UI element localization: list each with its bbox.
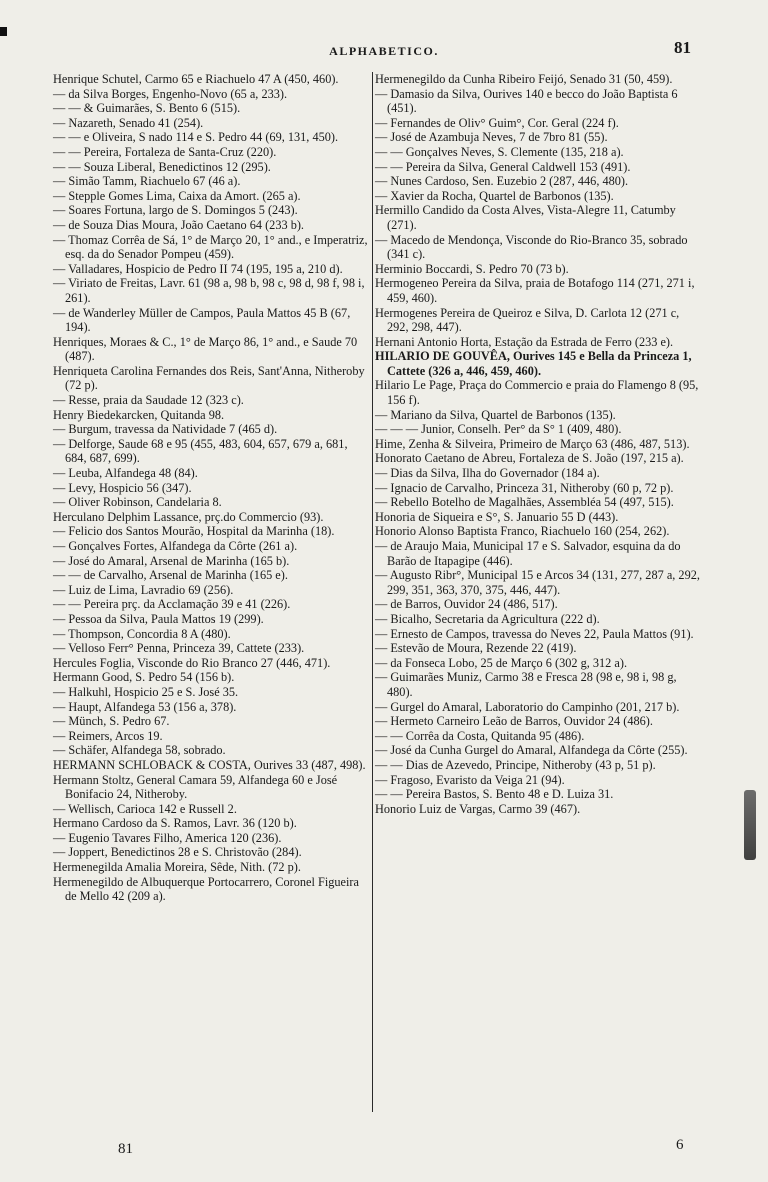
directory-entry: — Fragoso, Evaristo da Veiga 21 (94).	[375, 772, 565, 787]
directory-entry: Hermano Cardoso da S. Ramos, Lavr. 36 (120 b).	[53, 816, 297, 831]
directory-entry: — — Pereira, Fortaleza de Santa-Cruz (220).	[53, 144, 277, 159]
directory-entry: — de Barros, Ouvidor 24 (486, 517).	[375, 597, 558, 612]
right-column	[375, 72, 703, 816]
directory-entry: — Nunes Cardoso, Sen. Euzebio 2 (287, 446, 480).	[375, 174, 629, 189]
directory-entry: — — & Guimarães, S. Bento 6 (515).	[53, 101, 241, 116]
directory-entry: — Thomaz Corrêa de Sá, 1° de Março 20, 1° and., e Imperatriz, esq. da do Senador Pompeu (459).	[53, 232, 368, 262]
binding-edge-mark	[744, 790, 756, 860]
directory-entry: — Estevão de Moura, Rezende 22 (419).	[375, 641, 577, 656]
directory-entry: — Haupt, Alfandega 53 (156 a, 378).	[53, 699, 237, 714]
directory-entry: Herculano Delphim Lassance, prç.do Commercio (93).	[53, 509, 324, 524]
directory-entry: Hermogeneo Pereira da Silva, praia de Botafogo 114 (271, 271 i, 459, 460).	[375, 276, 695, 305]
directory-entry: — — Pereira prç. da Acclamação 39 e 41 (226).	[53, 597, 291, 612]
directory-entry: Hercules Foglia, Visconde do Rio Branco 27 (446, 471).	[53, 655, 331, 670]
directory-entry: — Guimarães Muniz, Carmo 38 e Fresca 28 (98 e, 98 i, 98 g, 480).	[375, 670, 677, 699]
directory-entry: — de Wanderley Müller de Campos, Paula Mattos 45 B (67, 194).	[53, 305, 351, 335]
page-header-title: ALPHABETICO.	[329, 44, 439, 58]
directory-entry: — — Souza Liberal, Benedictinos 12 (295).	[53, 159, 271, 174]
directory-entry: — Oliver Robinson, Candelaria 8.	[53, 495, 222, 510]
directory-entry: Henry Biedekarcken, Quitanda 98.	[53, 407, 225, 422]
directory-entry: — Viriato de Freitas, Lavr. 61 (98 a, 98 b, 98 c, 98 d, 98 f, 98 i, 261).	[53, 276, 365, 305]
directory-entry: — Xavier da Rocha, Quartel de Barbonos (135).	[375, 188, 614, 203]
directory-entry: Hermillo Candido da Costa Alves, Vista-Alegre 11, Catumby (271).	[375, 203, 676, 232]
footer-signature-right: 6	[676, 1137, 684, 1153]
directory-entry: — Resse, praia da Saudade 12 (323 c).	[53, 393, 244, 408]
directory-entry: Hermann Good, S. Pedro 54 (156 b).	[53, 670, 235, 685]
directory-entry: — Pessoa da Silva, Paula Mattos 19 (299).	[53, 611, 264, 626]
directory-entry: Honoria de Siqueira e S°, S. Januario 55 D (443).	[375, 509, 619, 524]
directory-entry: — Eugenio Tavares Filho, America 120 (236).	[53, 830, 282, 845]
directory-entry: Henrique Schutel, Carmo 65 e Riachuelo 47 A (450, 460).	[53, 72, 339, 86]
directory-entry: — Velloso Ferr° Penna, Princeza 39, Cattete (233).	[53, 641, 305, 656]
page-number: 81	[674, 38, 691, 57]
directory-entry: — Schäfer, Alfandega 58, sobrado.	[53, 743, 226, 758]
directory-entry: — José da Cunha Gurgel do Amaral, Alfandega da Côrte (255).	[375, 743, 688, 758]
directory-entry: Hilario Le Page, Praça do Commercio e praia do Flamengo 8 (95, 156 f).	[375, 378, 699, 408]
left-column	[53, 72, 371, 904]
directory-entry: — Joppert, Benedictinos 28 e S. Christovão (284).	[53, 845, 302, 860]
directory-entry: — Rebello Botelho de Magalhães, Assembléa 54 (497, 515).	[375, 495, 674, 510]
directory-entry: — — Dias de Azevedo, Principe, Nitheroby (43 p, 51 p).	[375, 757, 656, 772]
directory-entry: — Münch, S. Pedro 67.	[53, 714, 170, 729]
directory-entry: — Ignacio de Carvalho, Princeza 31, Nitheroby (60 p, 72 p).	[375, 480, 674, 495]
directory-entry: — Gurgel do Amaral, Laboratorio do Campinho (201, 217 b).	[375, 699, 680, 714]
directory-entry: — — Pereira da Silva, General Caldwell 153 (491).	[375, 159, 631, 174]
directory-entry: — de Araujo Maia, Municipal 17 e S. Salvador, esquina da do Barão de Itapagipe (446).	[375, 539, 681, 568]
directory-entry: Hermann Stoltz, General Camara 59, Alfandega 60 e José Bonifacio 24, Nitheroby.	[53, 772, 338, 802]
directory-entry: — — de Carvalho, Arsenal de Marinha (165 e).	[53, 568, 288, 583]
directory-entry: — José de Azambuja Neves, 7 de 7bro 81 (55).	[375, 130, 608, 145]
directory-entry: — da Fonseca Lobo, 25 de Março 6 (302 g, 312 a).	[375, 655, 628, 670]
directory-entry: — Leuba, Alfandega 48 (84).	[53, 466, 198, 481]
directory-entry: — Delforge, Saude 68 e 95 (455, 483, 604, 657, 679 a, 681, 684, 687, 699).	[53, 436, 348, 466]
directory-entry: — Gonçalves Fortes, Alfandega da Côrte (261 a).	[53, 539, 298, 553]
directory-entry: — Ernesto de Campos, travessa do Neves 22, Paula Mattos (91).	[375, 626, 694, 641]
directory-entry: — Macedo de Mendonça, Visconde do Rio-Branco 35, sobrado (341 c).	[375, 232, 688, 262]
directory-entry: Honorio Alonso Baptista Franco, Riachuelo 160 (254, 262).	[375, 524, 670, 539]
directory-entry: Henriqueta Carolina Fernandes dos Reis, Sant'Anna, Nitheroby (72 p).	[53, 363, 365, 393]
directory-entry: — Bicalho, Secretaria da Agricultura (222 d).	[375, 611, 600, 626]
directory-entry: — Luiz de Lima, Lavradio 69 (256).	[53, 582, 234, 597]
directory-entry: — José do Amaral, Arsenal de Marinha (165 b).	[53, 553, 290, 568]
directory-entry: Honorato Caetano de Abreu, Fortaleza de S. João (197, 215 a).	[375, 451, 684, 466]
directory-entry: Honorio Luiz de Vargas, Carmo 39 (467).	[375, 801, 581, 816]
directory-entry: Hermogenes Pereira de Queiroz e Silva, D. Carlota 12 (271 c, 292, 298, 447).	[375, 305, 680, 335]
directory-entry: — Felicio dos Santos Mourão, Hospital da Marinha (18).	[53, 524, 335, 539]
directory-entry: — — Pereira Bastos, S. Bento 48 e D. Luiza 31.	[375, 787, 614, 802]
directory-entry: — Mariano da Silva, Quartel de Barbonos (135).	[375, 407, 616, 422]
directory-entry: — Augusto Ribr°, Municipal 15 e Arcos 34 (131, 277, 287 a, 292, 299, 351, 363, 370, 375, 446, 447).	[375, 568, 700, 597]
directory-entry: — Halkuhl, Hospicio 25 e S. José 35.	[53, 684, 239, 699]
directory-entry: Hime, Zenha & Silveira, Primeiro de Março 63 (486, 487, 513).	[375, 436, 690, 451]
directory-entry: HERMANN SCHLOBACK & COSTA, Ourives 33 (487, 498).	[53, 757, 366, 772]
directory-entry: — Damasio da Silva, Ourives 140 e becco do João Baptista 6 (451).	[375, 86, 678, 116]
directory-entry: Herminio Boccardi, S. Pedro 70 (73 b).	[375, 261, 569, 276]
directory-entry: Hernani Antonio Horta, Estação da Estrada de Ferro (233 e).	[375, 334, 674, 349]
directory-entry: — Reimers, Arcos 19.	[53, 728, 163, 743]
directory-entry: HILARIO DE GOUVÊA, Ourives 145 e Bella da Princeza 1, Cattete (326 a, 446, 459, 460).	[375, 349, 692, 378]
directory-entry: — Levy, Hospicio 56 (347).	[53, 480, 192, 495]
directory-entry: Hermenegilda Amalia Moreira, Sêde, Nith. (72 p).	[53, 860, 301, 875]
column-divider	[372, 72, 373, 1112]
directory-entry: — Valladares, Hospicio de Pedro II 74 (195, 195 a, 210 d).	[53, 261, 343, 276]
directory-entry: — Burgum, travessa da Natividade 7 (465 d).	[53, 422, 278, 437]
directory-entry: — Soares Fortuna, largo de S. Domingos 5 (243).	[53, 203, 298, 218]
directory-entry: — da Silva Borges, Engenho-Novo (65 a, 233).	[53, 86, 288, 101]
directory-entry: — Stepple Gomes Lima, Caixa da Amort. (265 a).	[53, 188, 301, 203]
directory-entry: — — Gonçalves Neves, S. Clemente (135, 218 a).	[375, 144, 624, 159]
directory-entry: Hermenegildo da Cunha Ribeiro Feijó, Senado 31 (50, 459).	[375, 72, 673, 86]
footer-signature-left: 81	[118, 1141, 133, 1157]
directory-entry: — de Souza Dias Moura, João Caetano 64 (233 b).	[53, 217, 305, 232]
directory-entry: Henriques, Moraes & C., 1° de Março 86, 1° and., e Saude 70 (487).	[53, 334, 358, 364]
directory-entry: — Nazareth, Senado 41 (254).	[53, 115, 204, 130]
directory-entry: — — e Oliveira, S nado 114 e S. Pedro 44 (69, 131, 450).	[53, 130, 339, 145]
directory-entry: — Fernandes de Oliv° Guim°, Cor. Geral (224 f).	[375, 115, 619, 130]
directory-entry: — — — Junior, Conselh. Per° da S° 1 (409, 480).	[375, 422, 622, 437]
directory-entry: — Dias da Silva, Ilha do Governador (184 a).	[375, 466, 600, 481]
directory-entry: — Hermeto Carneiro Leão de Barros, Ouvidor 24 (486).	[375, 714, 653, 729]
directory-entry: — Wellisch, Carioca 142 e Russell 2.	[53, 801, 237, 816]
directory-entry: Hermenegildo de Albuquerque Portocarrero, Coronel Figueira de Mello 42 (209 a).	[53, 874, 359, 904]
scan-corner-mark	[0, 27, 7, 36]
directory-entry: — Simão Tamm, Riachuelo 67 (46 a).	[53, 174, 241, 189]
directory-entry: — — Corrêa da Costa, Quitanda 95 (486).	[375, 728, 585, 743]
directory-entry: — Thompson, Concordia 8 A (480).	[53, 626, 231, 641]
